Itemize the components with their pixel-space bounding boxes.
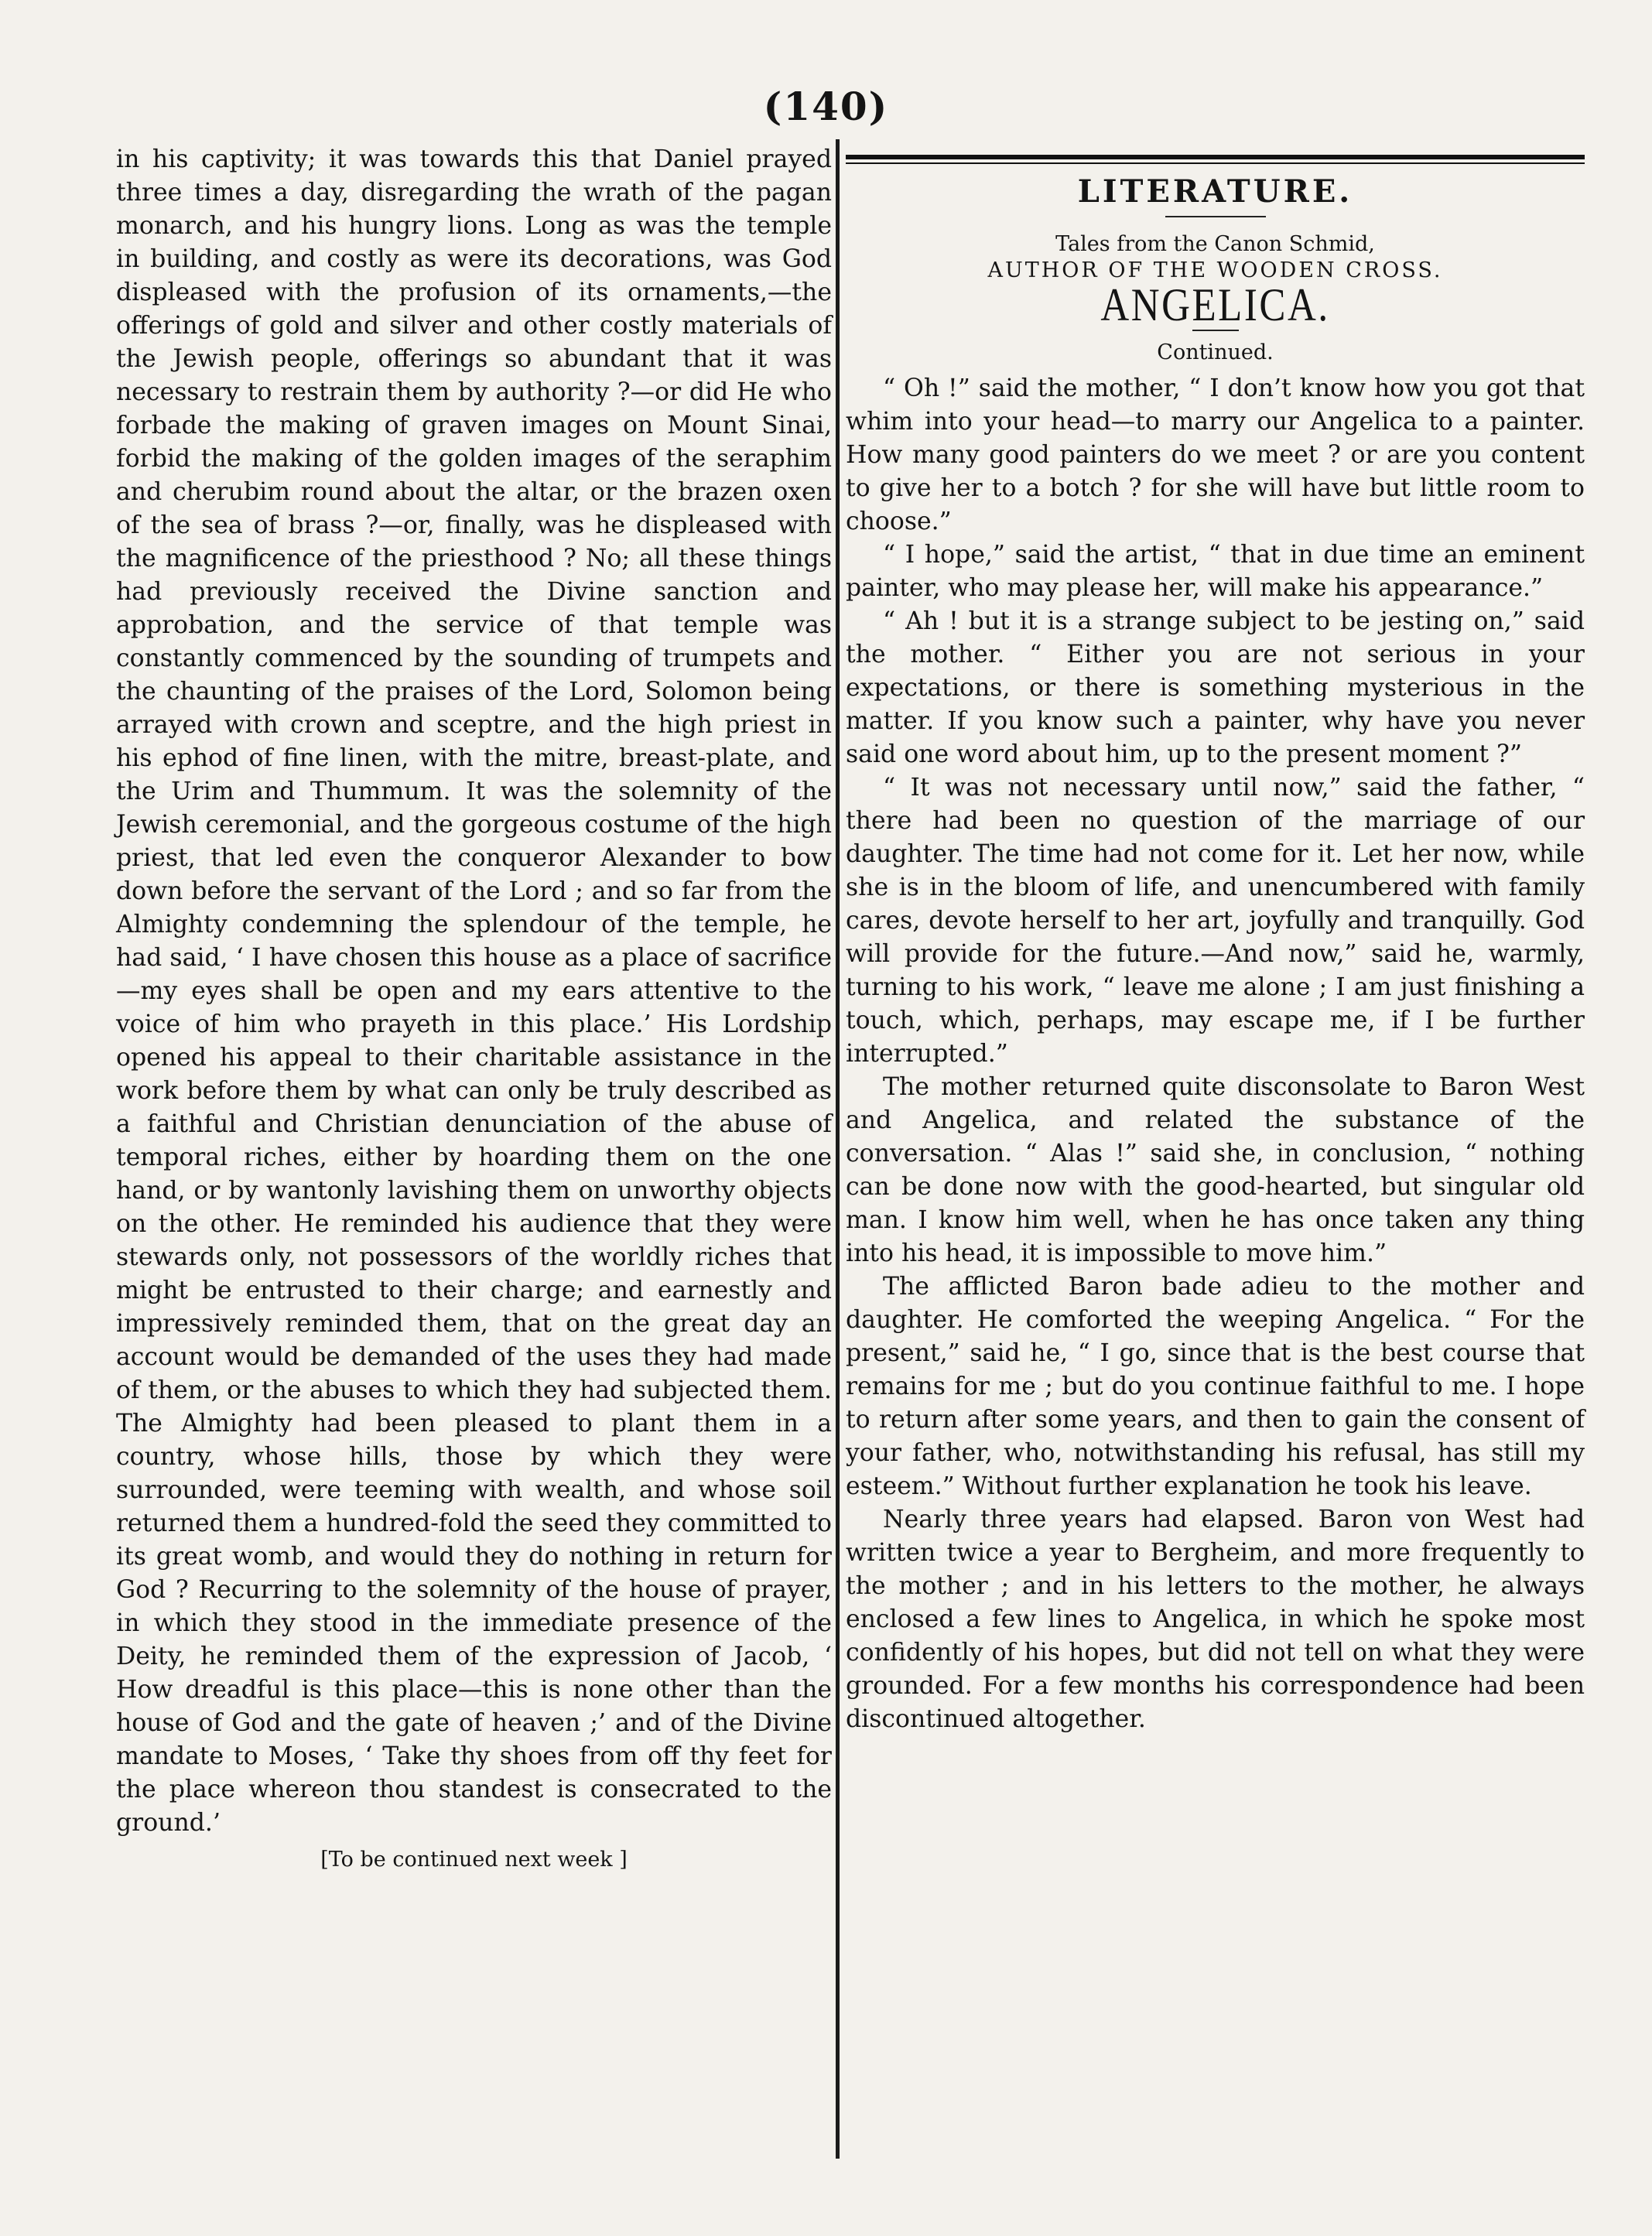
story-paragraph: The afflicted Baron bade adieu to the mother and daughter. He comforted the weeping Angelica. “ For the present,” said he, “ I go, since that is the best course that remains for me ; but do you continue faithful to me. I hope to return after some years, and then to gain the consent of your father, who, notwithstanding his refusal, has still my esteem.” Without further explanation he took his leave. (846, 1273, 1585, 1500)
section-heading: LITERATURE. (1077, 173, 1353, 210)
story-paragraph: “ I hope,” said the artist, “ that in due time an eminent painter, who may please her, will make his appearance.” (846, 541, 1585, 602)
section-rule (846, 155, 1585, 164)
heading-rule (1165, 216, 1266, 217)
story-paragraph: The mother returned quite disconsolate to Baron West and Angelica, and related the substance of the conversation. “ Alas !” said she, in conclusion, “ nothing can be done now with the good-hearted, but singular old man. I know him well, when he has once taken any thing into his head, it is impossible to move him.” (846, 1073, 1585, 1267)
continued-label: Continued. (1157, 340, 1274, 364)
author-subheading: AUTHOR OF THE WOODEN CROSS. (987, 258, 1443, 282)
story-paragraph: “ It was not necessary until now,” said the father, “ there had been no question of the marriage of our daughter. The time had not come for it. Let her now, while she is in the bloom of life, and unencumbered with family cares, devote herself to her art, joyfully and tranquilly. God will provide for the future.—And now,” said he, warmly, turning to his work, “ leave me alone ; I am just finishing a touch, which, perhaps, may escape me, if I be further interrupted.” (846, 774, 1585, 1068)
column-divider (836, 139, 840, 2159)
page-number: (140) (763, 84, 889, 129)
left-column (116, 143, 832, 1876)
series-subheading: Tales from the Canon Schmid, (1055, 232, 1375, 256)
continued-next-week-note: [To be continued next week ] (320, 1848, 628, 1872)
right-column (846, 155, 1585, 1736)
story-title: ANGELICA. (1100, 279, 1330, 330)
sermon-paragraph: in his captivity; it was towards this that Daniel prayed three times a day, disregarding the wrath of the pagan monarch, and his hungry lions. Long as was the temple in building, and costly as were its decorations, was God displeased with the profusion of its ornaments,—the offerings of gold and silver and other costly materials of the Jewish people, offerings so abundant that it was necessary to restrain them by authority ?—or did He who forbade the making of graven images on Mount Sinai, forbid the making of the golden images of the seraphim and cherubim round about the altar, or the brazen oxen of the sea of brass ?—or, finally, was he displeased with the magnificence of the priesthood ? No; all these things had previously received the Divine sanction and approbation, and the service of that temple was constantly commenced by the sounding of trumpets and the chaunting of the praises of the Lord, Solomon being arrayed with crown and sceptre, and the high priest in his ephod of fine linen, with the mitre, breast-plate, and the Urim and Thummum. It was the solemnity of the Jewish ceremonial, and the gorgeous costume of the high priest, that led even the conqueror Alexander to bow down before the servant of the Lord ; and so far from the Almighty condemning the splendour of the temple, he had said, ‘ I have chosen this house as a place of sacrifice —my eyes shall be open and my ears attentive to the voice of him who prayeth in this place.’ His Lordship opened his appeal to their charitable assistance in the work before them by what can only be truly described as a faithful and Christian denunciation of the abuse of temporal riches, either by hoarding them on the one hand, or by wantonly lavishing them on unworthy objects on the other. He reminded his audience that they were stewards only, not possessors of the worldly riches that might be entrusted to their charge; and earnestly and impressively reminded them, that on the great day an account would be demanded of the uses they had made of them, or the abuses to which they had subjected them. The Almighty had been pleased to plant them in a country, whose hills, those by which they were surrounded, were teeming with wealth, and whose soil returned them a hundred-fold the seed they committed to its great womb, and would they do nothing in return for God ? Recurring to the solemnity of the house of prayer, in which they stood in the immediate presence of the Deity, he reminded them of the expression of Jacob, ‘ How dreadful is this place—this is none other than the house of God and the gate of heaven ;’ and of the Divine mandate to Moses, ‘ Take thy shoes from off thy feet for the place whereon thou standest is consecrated to the ground.’ (116, 145, 832, 1837)
story-paragraph: “ Oh !” said the mother, “ I don’t know how you got that whim into your head—to marry our Angelica to a painter. How many good painters do we meet ? or are you content to give her to a botch ? for she will have but little room to choose.” (846, 374, 1585, 535)
story-paragraph: “ Ah ! but it is a strange subject to be jesting on,” said the mother. “ Either you are not serious in your expectations, or there is something mysterious in the matter. If you know such a painter, why have you never said one word about him, up to the present moment ?” (846, 607, 1585, 768)
story-paragraph: Nearly three years had elapsed. Baron von West had written twice a year to Bergheim, and more frequently to the mother ; and in his letters to the mother, he always enclosed a few lines to Angelica, in which he spoke most confidently of his hopes, but did not tell on what they were grounded. For a few months his correspondence had been discontinued altogether. (846, 1506, 1585, 1733)
